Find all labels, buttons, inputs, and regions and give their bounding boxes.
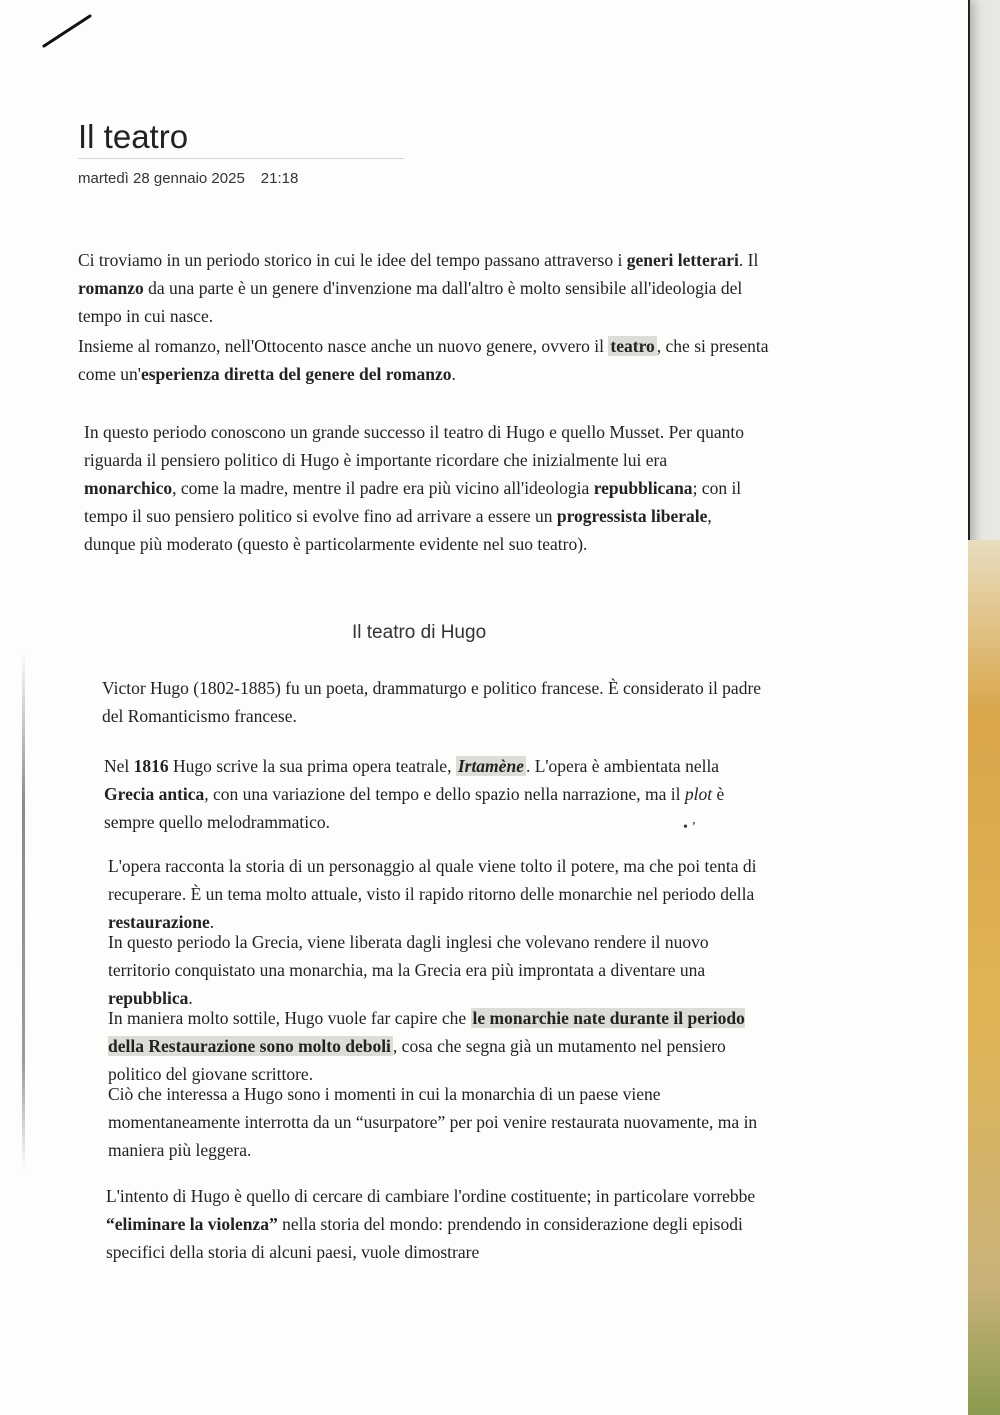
bold-run: repubblicana (593, 478, 693, 498)
note-date: martedì 28 gennaio 2025 (78, 170, 245, 187)
page-title: Il teatro (78, 118, 189, 155)
text-run: Insieme al romanzo, nell'Ottocento nasce anche un nuovo genere, ovvero il (78, 336, 609, 356)
bold-run: progressista liberale (556, 506, 708, 526)
scan-shadow (22, 650, 25, 1170)
bold-run: monarchico (84, 478, 173, 498)
note-time: 21:18 (260, 170, 299, 187)
text-run: , come la madre, mentre il padre era più vicino all'ideologia (172, 478, 594, 498)
note-timestamp (78, 170, 298, 187)
section-paragraph-1: Victor Hugo (1802-1885) fu un poeta, drammaturgo e politico francese. È considerato il padre del Romanticismo francese. (102, 678, 762, 726)
text-run: In maniera molto sottile, Hugo vuole far capire che (108, 1008, 471, 1028)
text-run: , dunque più moderato (questo è particolarmente evidente nel suo teatro). (84, 506, 712, 554)
highlighted-run: Irtamène (457, 756, 524, 776)
text-run: è sempre quello melodrammatico. (104, 784, 725, 832)
bold-run: “eliminare la violenza” (106, 1214, 278, 1234)
section-paragraph-6: Ciò che interessa a Hugo sono i momenti in cui la monarchia di un paese viene momentaneamente interrotta da un “usurpatore” per poi venire restaurata nuovamente, ma in maniera più leggera. (108, 1084, 758, 1160)
italic-run: plot (684, 784, 713, 804)
text-run: . (451, 364, 456, 384)
section-paragraph-3 (108, 852, 768, 936)
text-run: . L'opera è ambientata nella (525, 756, 720, 776)
bold-run: Grecia antica (104, 784, 205, 804)
bold-run: generi letterari (626, 250, 739, 270)
section-paragraph-4 (108, 928, 768, 1012)
bold-run: repubblica (108, 988, 189, 1008)
section-paragraph-5 (108, 1004, 768, 1088)
text-run: Ci troviamo in un periodo storico in cui le idee del tempo passano attraverso i (78, 250, 627, 270)
text-run: , con una variazione del tempo e dello spazio nella narrazione, ma il (204, 784, 685, 804)
highlighted-run: teatro (610, 336, 655, 356)
title-divider (78, 158, 404, 159)
section-paragraph-7 (106, 1182, 766, 1266)
text-run: L'opera racconta la storia di un personaggio al quale viene tolto il potere, ma che poi tenta di recuperare. È un tema molto attuale, visto il rapido ritorno delle monarchie nel periodo della (108, 856, 757, 904)
intro-paragraph-1 (78, 246, 778, 330)
bold-run: restaurazione (108, 912, 210, 932)
text-run: . (209, 912, 215, 932)
text-run: In questo periodo conoscono un grande successo il teatro di Hugo e quello Musset. Per quanto riguarda il pensiero politico di Hugo è importante ricordare che inizialmente lui era (84, 422, 745, 470)
text-run: Hugo scrive la sua prima opera teatrale, (168, 756, 456, 776)
intro-paragraph-2 (78, 332, 778, 388)
pen-stroke-mark (40, 10, 100, 55)
intro-paragraph-3 (84, 418, 744, 558)
text-run: da una parte è un genere d'invenzione ma dall'altro è molto sensibile all'ideologia del tempo in cui nasce. (78, 278, 743, 326)
text-run: ; con il tempo il suo pensiero politico si evolve fino ad arrivare a essere un (84, 478, 742, 526)
bold-run: romanzo (78, 278, 144, 298)
text-run: . (188, 988, 193, 1008)
text-run: L'intento di Hugo è quello di cercare di cambiare l'ordine costituente; in particolare vorrebbe (106, 1186, 756, 1206)
text-run: In questo periodo la Grecia, viene liberata dagli inglesi che volevano rendere il nuovo territorio conquistato una monarchia, ma la Grecia era più improntata a diventare una (108, 932, 709, 980)
section-subtitle: Il teatro di Hugo (352, 622, 487, 643)
bold-run: esperienza diretta del genere del romanzo (140, 364, 452, 384)
section-paragraph-2 (104, 752, 764, 836)
text-run: Nel (104, 756, 134, 776)
bold-run: 1816 (133, 756, 169, 776)
text-run: . Il (738, 250, 759, 270)
highlighted-run: le monarchie nate durante il periodo della Restaurazione sono molto deboli (108, 1008, 745, 1056)
background-edge (968, 540, 1000, 1415)
stray-marks: • ’ (683, 820, 697, 835)
text-run: nella storia del mondo: prendendo in considerazione degli episodi specifici della storia di alcuni paesi, vuole dimostrare (106, 1214, 743, 1262)
text-run: , che si presenta come un' (78, 336, 769, 384)
text-run: , cosa che segna già un mutamento nel pensiero politico del giovane scrittore. (108, 1036, 726, 1084)
